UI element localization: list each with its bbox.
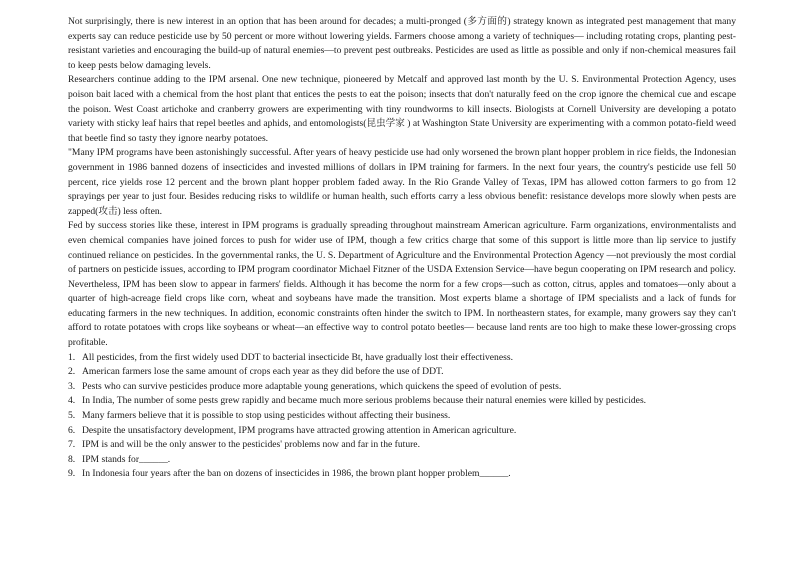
question-number: 2. <box>68 366 76 378</box>
question-number: 5. <box>68 410 76 422</box>
question-number: 7. <box>68 439 76 451</box>
question-text: Pests who can survive pesticides produce more adaptable young generations, which quickens the speed of evolution of pests. <box>82 380 562 392</box>
question-text: Despite the unsatisfactory development, IPM programs have attracted growing attention in American agriculture. <box>82 424 517 436</box>
question-number: 8. <box>68 453 76 465</box>
question-item <box>68 438 736 453</box>
question-text: All pesticides, from the first widely used DDT to bacterial insecticide Bt, have gradually lost their effectiveness. <box>82 351 513 363</box>
passage-paragraph-5: Nevertheless, IPM has been slow to appear in farmers' fields. Although it has become the norm for a few crops—such as cotton, citrus, apples and tomatoes—only about a quarter of high-acreage field crops like corn, wheat and soybeans have made the transition. Most experts blame a shortage of IPM specialists and a lack of funds for educating farmers in the new techniques. In addition, economic constraints often hinder the switch to IPM. In northeastern states, for example, many growers say they can't afford to rotate potatoes with crops like soybeans or wheat—an effective way to control potato beetles— because land rents are too high to make these lower-grossing crops profitable. <box>68 278 736 349</box>
passage-paragraph-1: Not surprisingly, there is new interest in an option that has been around for decades; a multi-pronged (多方面的) strategy known as integrated pest management that many experts say can reduce pesticide use by 50 percent or more without lowering yields. Farmers choose among a variety of techniques— including rotating crops, planting pest-resistant varieties and encouraging the build-up of natural enemies—to prevent pest outbreaks. Pesticides are used as little as possible and only if non-chemical measures fail to keep pests below damaging levels. <box>68 16 736 71</box>
question-text: IPM stands for______. <box>82 453 171 465</box>
question-list <box>68 351 736 482</box>
question-item <box>68 424 736 439</box>
question-number: 6. <box>68 424 76 436</box>
passage-paragraph-3: "Many IPM programs have been astonishingly successful. After years of heavy pesticide use had only worsened the brown plant hopper problem in rice fields, the Indonesian government in 1986 banned dozens of insecticides and invested millions of dollars in IPM training for farmers. In the next four years, the country's pesticide use fell 50 percent, rice yields rose 12 percent and the brown plant hopper problem faded away. In the Rio Grande Valley of Texas, IPM has allowed cotton farmers to go from 12 sprayings per year to just four. Besides reducing risks to wildlife or human health, such efforts carry a less obvious benefit: resistance develops more slowly when pests are zapped(攻击) less often. <box>68 147 736 217</box>
question-number: 9. <box>68 468 76 480</box>
question-number: 1. <box>68 351 76 363</box>
question-item <box>68 380 736 395</box>
passage-paragraph-4: Fed by success stories like these, interest in IPM programs is gradually spreading throughout mainstream American agriculture. Farm organizations, environmentalists and even chemical companies have joined forces to push for wider use of IPM, though a few critics charge that some of this support is little more than lip service to justify continued reliance on pesticides. In the governmental ranks, the U. S. Department of Agriculture and the Environmental Protection Agency —not previously the most cordial of partners on pesticide issues, according to IPM program coordinator Michael Fitzner of the USDA Extension Service—have begun cooperating on IPM research and policy. <box>68 220 736 276</box>
question-item <box>68 453 736 468</box>
document-body <box>68 15 736 482</box>
question-number: 4. <box>68 395 76 407</box>
question-item <box>68 365 736 380</box>
question-item <box>68 394 736 409</box>
question-item <box>68 467 736 482</box>
passage-paragraph-2: Researchers continue adding to the IPM arsenal. One new technique, pioneered by Metcalf and approved last month by the U. S. Environmental Protection Agency, uses poison bait laced with a chemical from the host plant that entices the pests to eat the poison; insects that don't naturally feed on the crop ignore the chemical cue and escape the poison. West Coast artichoke and cranberry growers are experimenting with tiny roundworms to kill insects. Biologists at Cornell University are developing a potato variety with sticky leaf hairs that repel beetles and aphids, and entomologists(昆虫学家 ) at Washington State University are experimenting with a common potato-field weed that beetle find so tasty they ignore nearby potatoes. <box>68 74 736 144</box>
question-text: American farmers lose the same amount of crops each year as they did before the use of DDT. <box>82 366 444 378</box>
question-text: IPM is and will be the only answer to the pesticides' problems now and far in the future. <box>82 439 420 451</box>
question-item <box>68 409 736 424</box>
question-number: 3. <box>68 380 76 392</box>
question-text: In India, The number of some pests grew rapidly and became much more serious problems because their natural enemies were killed by pesticides. <box>82 395 647 407</box>
question-text: In Indonesia four years after the ban on dozens of insecticides in 1986, the brown plant hopper problem______. <box>82 468 511 480</box>
question-item <box>68 351 736 366</box>
question-text: Many farmers believe that it is possible to stop using pesticides without affecting their business. <box>82 410 451 422</box>
